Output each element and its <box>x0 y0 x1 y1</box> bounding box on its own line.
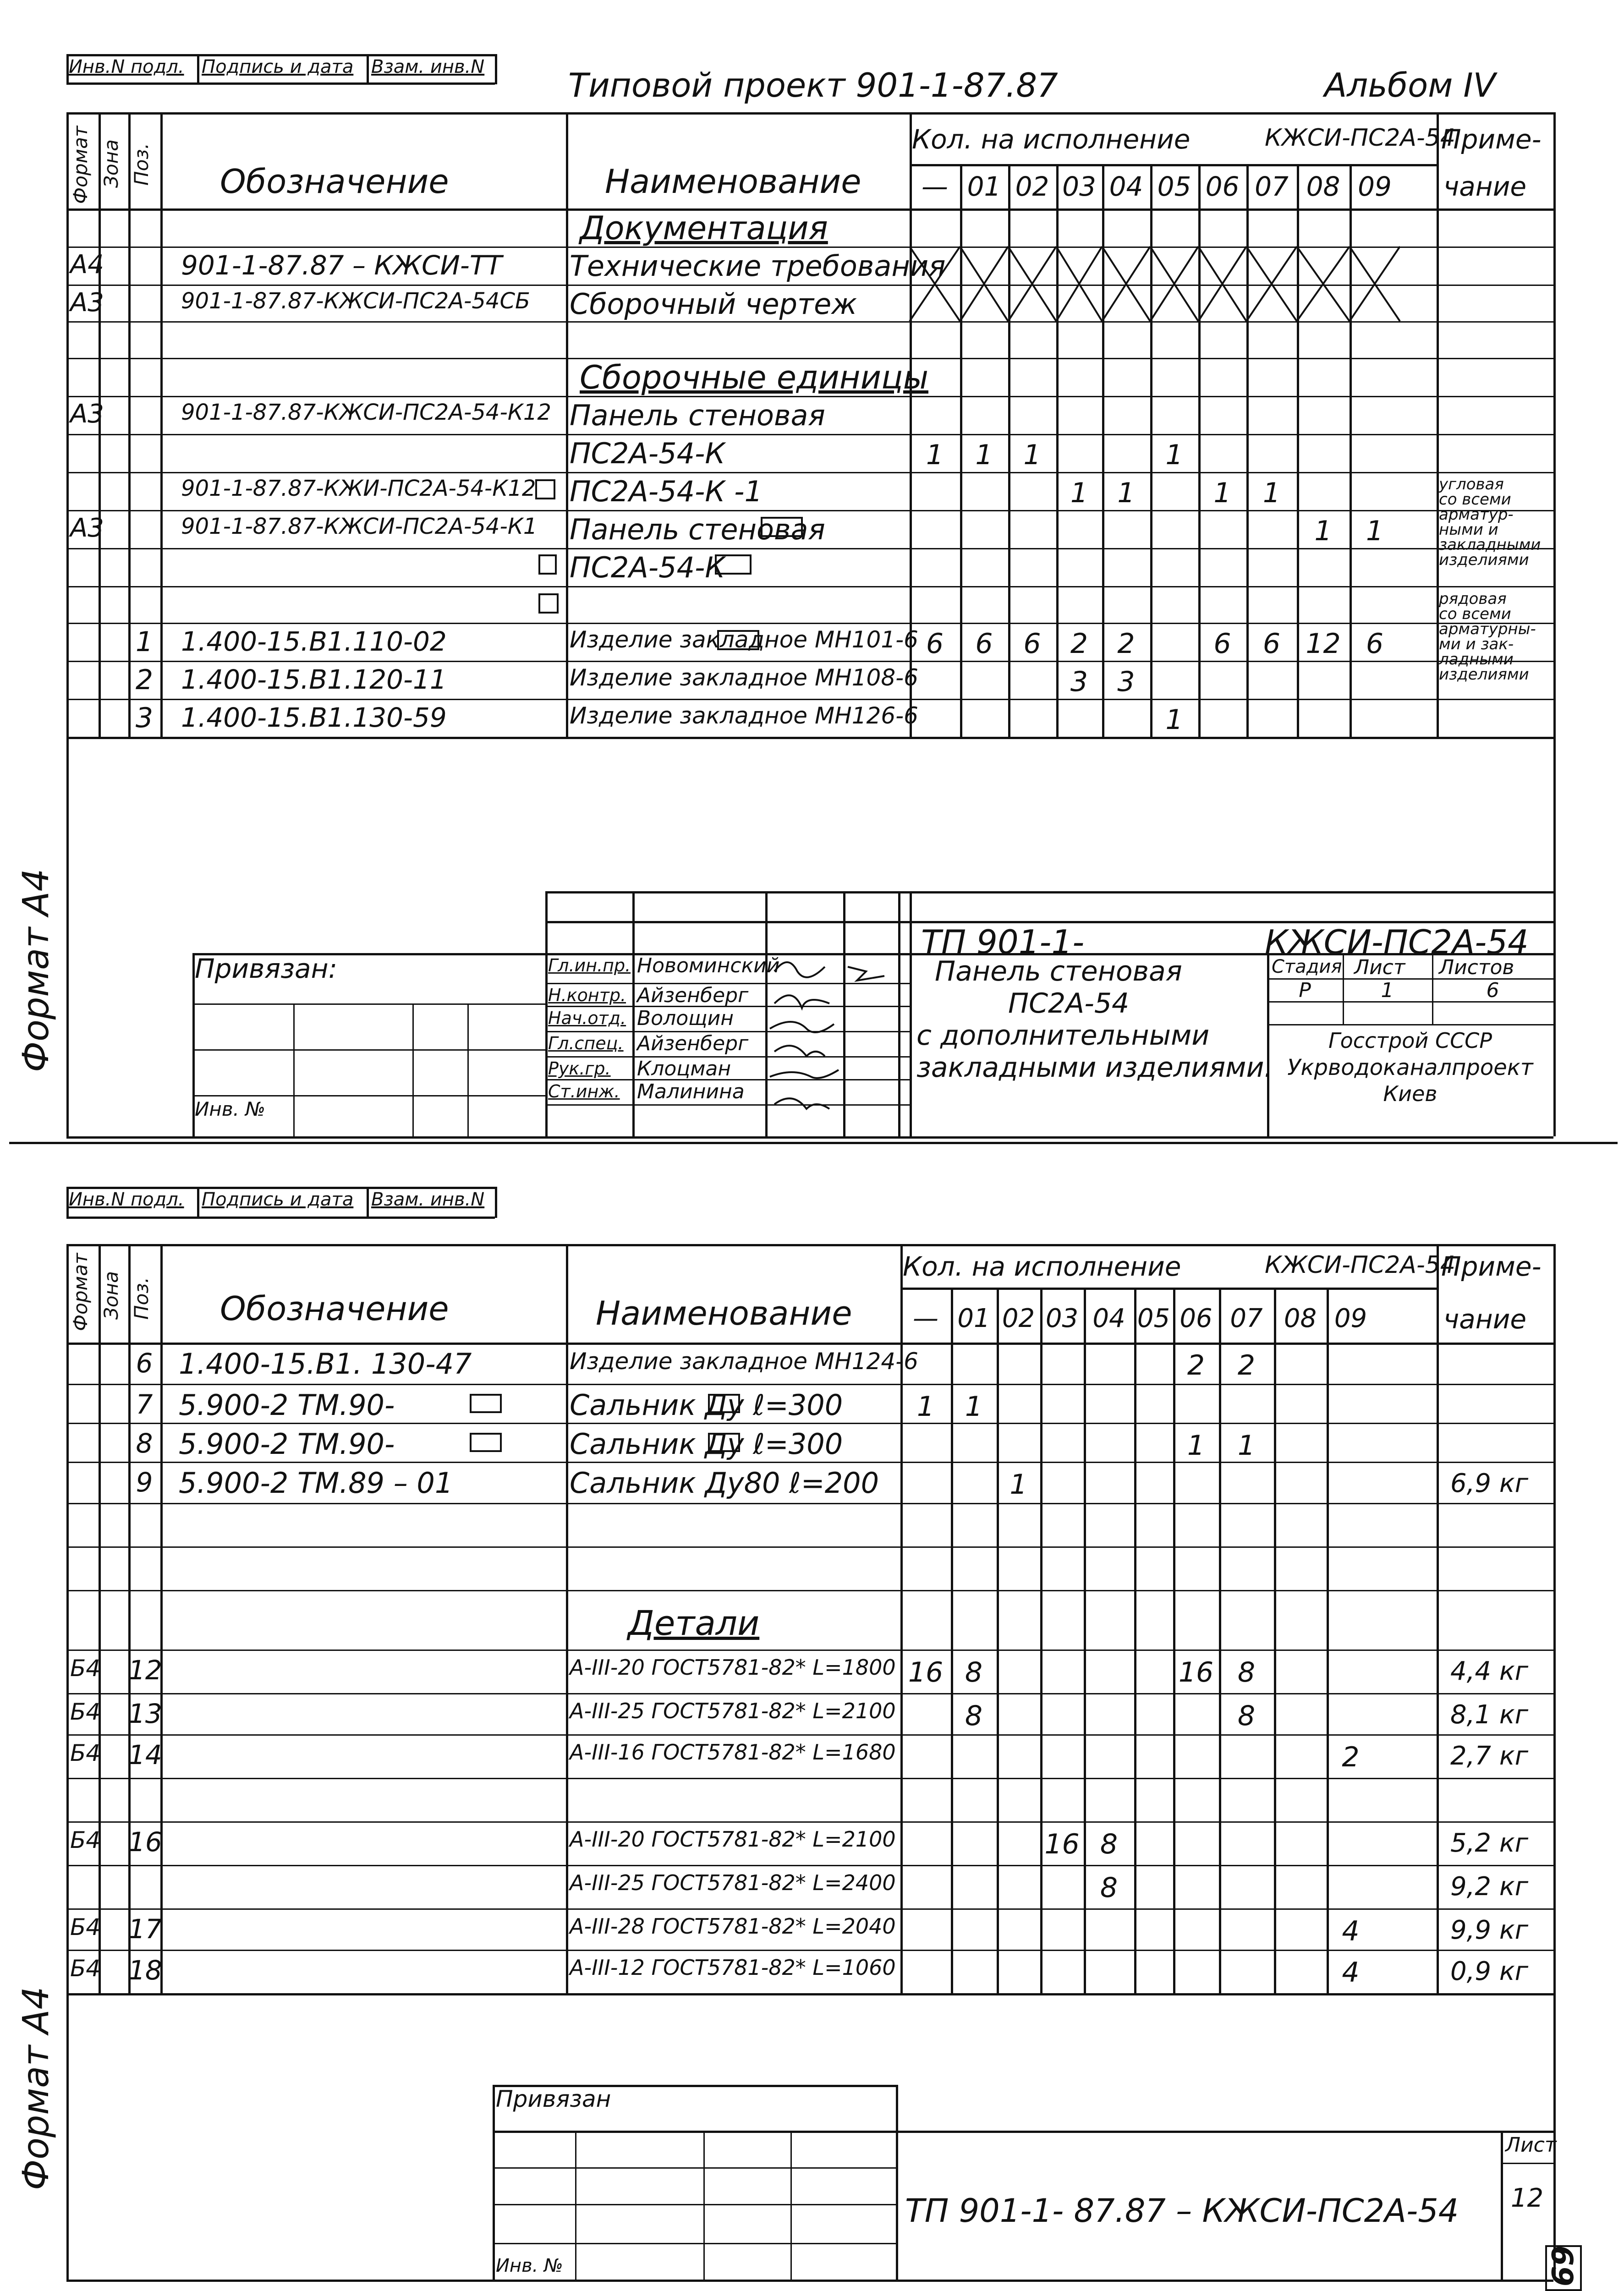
note-row-line: ладными <box>1439 650 1514 669</box>
row-naimenovanie: А-III-20 ГОСТ5781-82* L=1800 <box>570 1655 896 1680</box>
row-oboznachenie: 901-1-87.87-КЖИ-ПС2А-54-К12 <box>181 476 536 501</box>
row-line <box>66 699 1553 700</box>
row-qty-1: 8 <box>965 1700 983 1732</box>
tb-name: Клоцман <box>637 1057 731 1080</box>
tb-list: 12 <box>1510 2183 1544 2213</box>
row-poz: 18 <box>128 1955 162 1986</box>
qty-col-line <box>1274 1288 1276 1993</box>
tb-col <box>293 1003 295 1136</box>
note-corner-line: со всеми <box>1439 490 1511 509</box>
placeholder-box-icon <box>470 1433 502 1452</box>
stamp-podpis: Подпись и дата <box>202 1189 354 1210</box>
tb-stadia: Р <box>1299 979 1311 1002</box>
tb-line <box>1501 2163 1553 2164</box>
row-naimenovanie: Детали <box>628 1604 760 1643</box>
rows-bottom <box>66 737 1553 739</box>
row-qty-9: 6 <box>1366 628 1384 660</box>
hdr-variant-8: 08 <box>1284 1304 1317 1333</box>
row-primechanie: 0,9 кг <box>1450 1957 1529 1986</box>
row-naimenovanie: А-III-16 ГОСТ5781-82* L=1680 <box>570 1740 896 1765</box>
row-primechanie: 9,9 кг <box>1450 1915 1529 1945</box>
stamp-vzam: Взам. инв.N <box>371 1189 485 1210</box>
row-naimenovanie: ПС2А-54-К <box>570 437 725 470</box>
tb-role: Гл.спец. <box>548 1033 624 1053</box>
row-oboznachenie: 1.400-15.В1.120-11 <box>181 664 447 695</box>
row-qty-6: 1 <box>1213 477 1231 509</box>
tb-line <box>192 1049 545 1051</box>
placeholder-box-icon <box>535 479 555 499</box>
row-qty-0: 1 <box>916 1391 935 1423</box>
row-naimenovanie: Панель стеновая <box>570 399 825 432</box>
tb-col <box>632 891 635 1136</box>
row-poz: 9 <box>136 1467 153 1498</box>
tb-doc-code-right: КЖСИ-ПС2А-54 <box>1265 923 1529 961</box>
row-qty-5: 1 <box>1165 439 1183 471</box>
row-naimenovanie: А-III-20 ГОСТ5781-82* L=2100 <box>570 1827 896 1852</box>
row-qty-7: 1 <box>1237 1430 1256 1462</box>
row-format: Б4 <box>70 1655 101 1682</box>
tb-name: Айзенберг <box>637 984 749 1007</box>
hdr-variant-2: 02 <box>1002 1304 1035 1333</box>
row-qty-4: 3 <box>1117 666 1135 698</box>
row-format: Б4 <box>70 1955 101 1982</box>
note-row-line: изделиями <box>1439 665 1529 684</box>
tb-name: Айзенберг <box>637 1032 749 1055</box>
row-oboznachenie: 901-1-87.87-КЖСИ-ПС2А-54СБ <box>181 288 530 314</box>
hdr-oboznachenie: Обозначение <box>220 1289 449 1328</box>
qty-col-line <box>997 1288 999 1993</box>
row-qty-8: 1 <box>1314 515 1332 547</box>
col-line <box>160 1244 163 1993</box>
stamp-right <box>495 1187 497 1218</box>
tb-stadia-h: Стадия <box>1272 956 1342 977</box>
tb-name: Волощин <box>637 1007 734 1030</box>
row-oboznachenie: 901-1-87.87 – КЖСИ-ТТ <box>181 250 502 281</box>
hdr-oboznachenie: Обозначение <box>220 162 449 201</box>
tb-line <box>192 1095 545 1096</box>
placeholder-box-icon <box>761 517 803 537</box>
row-line <box>66 1546 1553 1548</box>
row-qty-5: 1 <box>1165 704 1183 736</box>
hdr-naimenovanie: Наименование <box>605 162 861 201</box>
frame-top <box>66 112 1553 115</box>
hdr-variant-4: 04 <box>1109 171 1143 202</box>
qty-col-line <box>1173 1288 1175 1993</box>
col-line <box>566 1244 568 1993</box>
col-line <box>1437 1244 1439 1993</box>
row-primechanie: 9,2 кг <box>1450 1872 1529 1902</box>
hdr-variant-2: 02 <box>1015 171 1049 202</box>
tb-inv: Инв. № <box>195 1098 266 1120</box>
hdr-kol-code: КЖСИ-ПС2А-54 <box>1265 124 1455 152</box>
frame-bottom <box>66 1136 1553 1139</box>
col-line <box>99 1244 101 1993</box>
row-line <box>66 434 1553 435</box>
row-poz: 12 <box>128 1655 162 1686</box>
row-qty-6: 6 <box>1213 628 1231 660</box>
hdr-kol-label: Кол. на исполнение <box>903 1251 1181 1282</box>
hdr-variant-3: 03 <box>1045 1304 1079 1333</box>
note-corner-line: изделиями <box>1439 551 1529 569</box>
row-qty-9: 2 <box>1342 1741 1360 1773</box>
hdr-naimenovanie: Наименование <box>596 1294 852 1332</box>
tb-role: Н.контр. <box>548 985 626 1005</box>
placeholder-box-icon <box>708 1394 740 1413</box>
hdr-zona: Зона <box>100 139 122 188</box>
row-line <box>66 586 1553 587</box>
row-format: Б4 <box>70 1827 101 1853</box>
row-qty-4: 8 <box>1100 1828 1118 1860</box>
row-oboznachenie: 5.900-2 ТМ.90- <box>179 1427 395 1461</box>
placeholder-box-icon <box>715 554 752 575</box>
project-title: Типовой проект 901-1-87.87 <box>568 66 1058 104</box>
placeholder-box-icon <box>708 1433 740 1452</box>
note-corner-line: закладными <box>1439 536 1541 554</box>
note-row-line: со всеми <box>1439 605 1511 623</box>
tb-line <box>493 2131 1553 2133</box>
hdr-variant-4: 04 <box>1092 1304 1125 1333</box>
stamp-bottom <box>66 82 495 85</box>
row-line <box>66 1650 1553 1651</box>
row-line <box>66 1865 1553 1866</box>
row-oboznachenie: 901-1-87.87-КЖСИ-ПС2А-54-К12 <box>181 400 551 425</box>
row-naimenovanie: Изделие закладное МН126-6 <box>570 702 918 729</box>
page-number: 69 <box>1547 2245 1580 2286</box>
stamp-div1 <box>197 1187 199 1218</box>
row-qty-7: 2 <box>1237 1349 1256 1381</box>
hdr-poz: Поз. <box>130 143 153 186</box>
row-line <box>66 1821 1553 1823</box>
row-primechanie: 5,2 кг <box>1450 1828 1529 1858</box>
row-line <box>66 1950 1553 1951</box>
side-label-top: Формат А4 <box>16 868 57 1072</box>
stamp-inv-podl: Инв.N подл. <box>69 56 184 77</box>
signatures-icon <box>765 953 912 1136</box>
row-primechanie: 2,7 кг <box>1450 1741 1529 1771</box>
row-qty-1: 8 <box>965 1656 983 1688</box>
row-line <box>66 1778 1553 1779</box>
row-format: Б4 <box>70 1699 101 1725</box>
row-line <box>66 623 1553 624</box>
stamp-bottom <box>66 1217 495 1219</box>
hdr-variant-1: 01 <box>957 1304 990 1333</box>
hdr-variant-5: 05 <box>1137 1304 1170 1333</box>
row-poz: 6 <box>136 1348 153 1379</box>
note-corner-line: угловая <box>1439 475 1504 493</box>
qty-col-line <box>1327 1288 1329 1993</box>
hdr-zona: Зона <box>100 1271 122 1320</box>
hdr-variant-1: 01 <box>967 171 1001 202</box>
tb-col <box>412 1003 414 1136</box>
tb-mid <box>896 2085 898 2280</box>
hdr-bottom <box>66 1343 1553 1345</box>
row-line <box>66 1693 1553 1694</box>
hdr-kol-code: КЖСИ-ПС2А-54 <box>1265 1251 1455 1279</box>
row-poz: 2 <box>135 664 154 696</box>
row-format: А3 <box>70 513 104 543</box>
row-qty-0: 1 <box>926 439 944 471</box>
row-poz: 7 <box>136 1389 153 1420</box>
tb-name: Новоминский <box>637 954 780 977</box>
hdr-prim1: Приме- <box>1441 1251 1542 1282</box>
stamp-div2 <box>367 1187 369 1218</box>
col-line <box>566 112 568 737</box>
row-qty-7: 1 <box>1262 477 1281 509</box>
stamp-div2 <box>367 54 369 84</box>
note-corner-line: арматур- <box>1439 505 1514 524</box>
row-qty-4: 1 <box>1117 477 1135 509</box>
row-qty-3: 1 <box>1070 477 1088 509</box>
hdr-format: Формат <box>69 126 92 204</box>
tb-list-h: Лист <box>1505 2133 1557 2157</box>
row-poz: 8 <box>136 1428 153 1459</box>
row-naimenovanie: Сборочные единицы <box>580 359 928 396</box>
tb-privyazan: Привязан <box>496 2086 611 2112</box>
tb-line <box>493 2167 896 2169</box>
hdr-mid <box>900 1288 1437 1290</box>
stamp-inv-podl: Инв.N подл. <box>69 1189 184 1210</box>
hdr-mid <box>910 164 1437 166</box>
hdr-variant-0: — <box>913 1304 938 1333</box>
frame-bottom <box>66 2280 1553 2282</box>
row-qty-0: 6 <box>926 628 944 660</box>
placeholder-box-icon <box>538 554 557 575</box>
frame-right <box>1553 112 1556 1136</box>
row-poz: 3 <box>135 702 154 734</box>
tb-left <box>545 891 548 1136</box>
row-line <box>66 1462 1553 1463</box>
row-line <box>66 321 1553 323</box>
tb-doc-code-left: ТП 901-1- <box>921 923 1085 961</box>
row-qty-7: 6 <box>1262 628 1281 660</box>
tb-col <box>703 2131 705 2280</box>
row-naimenovanie: А-III-28 ГОСТ5781-82* L=2040 <box>570 1914 896 1939</box>
tb-name: Малинина <box>637 1080 745 1103</box>
tb-listov-h: Листов <box>1439 956 1514 979</box>
hdr-prim2: чание <box>1443 1304 1527 1335</box>
stamp-right <box>495 54 497 84</box>
row-oboznachenie: 1.400-15.В1.130-59 <box>181 702 447 733</box>
row-qty-6: 16 <box>1178 1656 1214 1688</box>
rows-bottom <box>66 1993 1553 1995</box>
row-format: Б4 <box>70 1914 101 1940</box>
row-qty-6: 2 <box>1187 1349 1205 1381</box>
row-naimenovanie: Изделие закладное МН108-6 <box>570 664 918 691</box>
tb-role: Ст.инж. <box>548 1081 620 1102</box>
tb-col <box>790 2131 792 2280</box>
note-row-line: рядовая <box>1439 590 1507 608</box>
row-primechanie: 6,9 кг <box>1450 1469 1529 1498</box>
row-qty-0: 16 <box>908 1656 944 1688</box>
tb-line <box>1267 1024 1553 1025</box>
tb-desc-line: с дополнительными <box>916 1019 1210 1052</box>
tb-line <box>493 2243 896 2244</box>
tb-role: Гл.ин.пр. <box>548 955 631 976</box>
stamp-podpis: Подпись и дата <box>202 56 354 77</box>
row-format: А3 <box>70 288 104 318</box>
row-naimenovanie: А-III-25 ГОСТ5781-82* L=2100 <box>570 1699 896 1723</box>
tb-desc-line: ПС2А-54 <box>1008 987 1130 1019</box>
row-naimenovanie: Панель стеновая <box>570 513 825 546</box>
row-qty-7: 8 <box>1237 1700 1256 1732</box>
note-corner-line: ными и <box>1439 521 1498 539</box>
row-naimenovanie: Изделие закладное МН101-6 <box>570 626 918 653</box>
row-qty-2: 1 <box>1023 439 1041 471</box>
row-primechanie: 4,4 кг <box>1450 1656 1529 1686</box>
stamp-div1 <box>197 54 199 84</box>
tb-top <box>545 891 1553 893</box>
row-format: А4 <box>70 250 104 280</box>
hdr-variant-7: 07 <box>1255 171 1289 202</box>
tb-col <box>575 2131 576 2280</box>
row-naimenovanie: Документация <box>580 209 828 247</box>
tb-org-line: Киев <box>1383 1081 1437 1106</box>
row-naimenovanie: Сальник Ду80 ℓ=200 <box>570 1466 879 1500</box>
qty-col-line <box>1040 1288 1042 1993</box>
row-naimenovanie: Технические требования <box>570 249 946 283</box>
hdr-variant-9: 09 <box>1334 1304 1367 1333</box>
row-line <box>66 472 1553 473</box>
tb-desc-line: закладными изделиями. <box>916 1052 1273 1084</box>
frame-top <box>66 1244 1553 1246</box>
row-naimenovanie: А-III-12 ГОСТ5781-82* L=1060 <box>570 1955 896 1980</box>
hdr-variant-8: 08 <box>1306 171 1340 202</box>
row-qty-4: 8 <box>1100 1872 1118 1904</box>
tb-org-line: Госстрой СССР <box>1328 1028 1492 1053</box>
not-applicable-crosses <box>910 247 1437 321</box>
row-qty-4: 2 <box>1117 628 1135 660</box>
row-qty-9: 4 <box>1342 1957 1360 1989</box>
row-qty-1: 1 <box>965 1391 983 1423</box>
note-row-line: ми и зак- <box>1439 635 1514 653</box>
tb-doc-code: ТП 901-1- 87.87 – КЖСИ-ПС2А-54 <box>905 2192 1459 2230</box>
frame-right <box>1553 1244 1556 2280</box>
row-format: А3 <box>70 399 104 429</box>
tb-col <box>467 1003 469 1136</box>
row-naimenovanie: Сборочный чертеж <box>570 287 857 321</box>
frame-left <box>66 112 69 1136</box>
tb-privyazan: Привязан: <box>195 953 338 984</box>
row-line <box>66 1384 1553 1385</box>
row-line <box>66 661 1553 662</box>
row-qty-3: 2 <box>1070 628 1088 660</box>
row-format: Б4 <box>70 1740 101 1766</box>
row-primechanie: 8,1 кг <box>1450 1700 1529 1730</box>
tb-role: Рук.гр. <box>548 1058 611 1079</box>
row-qty-1: 1 <box>975 439 993 471</box>
tb-line <box>493 2204 896 2205</box>
row-qty-6: 1 <box>1187 1430 1205 1462</box>
hdr-variant-6: 06 <box>1180 1304 1213 1333</box>
tb-inv: Инв. № <box>496 2255 563 2276</box>
placeholder-box-icon <box>538 593 559 614</box>
row-oboznachenie: 5.900-2 ТМ.89 – 01 <box>179 1466 453 1500</box>
row-naimenovanie: ПС2А-54-К -1 <box>570 475 763 508</box>
row-poz: 13 <box>128 1698 162 1729</box>
row-qty-3: 16 <box>1044 1828 1080 1860</box>
row-line <box>66 1503 1553 1504</box>
row-qty-3: 3 <box>1070 666 1088 698</box>
album-label: Альбом IV <box>1324 66 1496 104</box>
side-label-bottom: Формат А4 <box>16 1986 57 2190</box>
row-oboznachenie: 901-1-87.87-КЖСИ-ПС2А-54-К1 <box>181 514 538 539</box>
tb-desc-line: Панель стеновая <box>935 955 1182 987</box>
row-qty-9: 4 <box>1342 1915 1360 1947</box>
tb-org-line: Укрводоканалпроект <box>1287 1055 1533 1080</box>
row-qty-1: 6 <box>975 628 993 660</box>
row-poz: 14 <box>128 1739 162 1770</box>
row-line <box>66 1734 1553 1736</box>
qty-col-line <box>1219 1288 1221 1993</box>
hdr-variant-0: — <box>922 171 948 202</box>
row-line <box>66 548 1553 549</box>
row-naimenovanie: Сальник Ду ℓ=300 <box>570 1427 843 1461</box>
row-line <box>66 1908 1553 1910</box>
row-line <box>66 1590 1553 1591</box>
row-naimenovanie: Изделие закладное МН124-6 <box>570 1348 918 1375</box>
hdr-variant-7: 07 <box>1230 1304 1263 1333</box>
qty-col-line <box>1134 1288 1136 1993</box>
row-poz: 1 <box>135 626 154 658</box>
row-oboznachenie: 1.400-15.В1. 130-47 <box>179 1347 472 1381</box>
note-row-line: арматурны- <box>1439 620 1536 638</box>
row-qty-9: 1 <box>1366 515 1384 547</box>
row-oboznachenie: 1.400-15.В1.110-02 <box>181 626 447 657</box>
row-poz: 17 <box>128 1913 162 1945</box>
row-qty-2: 6 <box>1023 628 1041 660</box>
tb-list: 1 <box>1381 979 1394 1002</box>
hdr-format: Формат <box>69 1253 92 1331</box>
row-qty-2: 1 <box>1010 1469 1027 1501</box>
row-line <box>66 510 1553 511</box>
hdr-prim2: чание <box>1443 171 1527 202</box>
hdr-variant-6: 06 <box>1205 171 1240 202</box>
sheet-separator <box>9 1142 1618 1144</box>
hdr-prim1: Приме- <box>1441 124 1542 155</box>
row-naimenovanie: Сальник Ду ℓ=300 <box>570 1388 843 1422</box>
hdr-variant-3: 03 <box>1062 171 1096 202</box>
tb-left <box>493 2085 495 2280</box>
row-qty-8: 12 <box>1306 628 1341 660</box>
tb-list-h: Лист <box>1354 956 1405 979</box>
tb-listov: 6 <box>1486 979 1499 1002</box>
row-line <box>66 1423 1553 1424</box>
placeholder-box-icon <box>470 1394 502 1413</box>
row-qty-7: 8 <box>1237 1656 1256 1688</box>
hdr-variant-9: 09 <box>1358 171 1392 202</box>
hdr-variant-5: 05 <box>1157 171 1191 202</box>
stamp-vzam: Взам. инв.N <box>371 56 485 77</box>
tb-role: Нач.отд. <box>548 1008 626 1028</box>
row-poz: 16 <box>128 1826 162 1858</box>
hdr-poz: Поз. <box>130 1277 153 1320</box>
frame-left <box>66 1244 69 2280</box>
tb-line <box>192 1003 545 1005</box>
row-naimenovanie: А-III-25 ГОСТ5781-82* L=2400 <box>570 1870 896 1895</box>
hdr-kol-label: Кол. на исполнение <box>912 124 1191 155</box>
col-line <box>160 112 163 737</box>
row-naimenovanie: ПС2А-54-К <box>570 551 725 584</box>
row-oboznachenie: 5.900-2 ТМ.90- <box>179 1388 395 1422</box>
placeholder-box-icon <box>717 630 759 650</box>
